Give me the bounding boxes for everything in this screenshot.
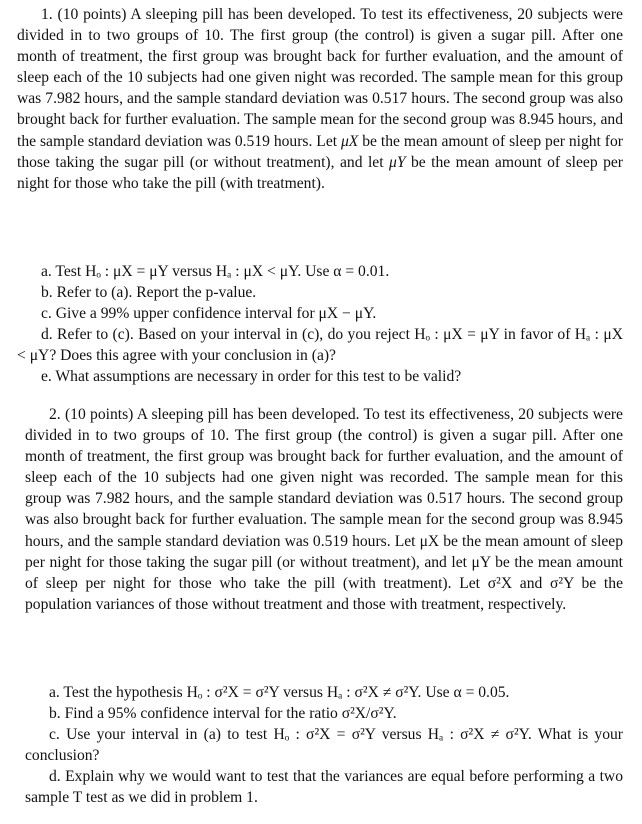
problem-2-number: 2.: [49, 406, 61, 423]
problem-2-text: A sleeping pill has been developed. To test its effectiveness, 20 subjects were divided in to two groups of 10. The first group (the control) is given a sugar pill. After one month of treatment, the first group was brought back for further evaluation, and the amount of sleep each of the 10 subjects had one given night was recorded. The sample mean for this group was 7.982 hours, and the sample standard deviation was 0.517 hours. The second group was also brought back for further evaluation. The sample mean for the second group was 8.945 hours, and the sample standard deviation was 0.519 hours. Let μX be the mean amount of sleep per night for those taking the sugar pill (or without treatment), and let μY be the mean amount of sleep per night for those who take the pill (with treatment). Let σ²X and σ²Y be the population variances of those without treatment and those with treatment, respectively.: [25, 406, 623, 613]
problem-2-parts: [25, 682, 623, 809]
problem-1-mu-y: μY: [389, 153, 406, 171]
problem-2-statement: [25, 404, 623, 615]
problem-1-statement: [17, 4, 623, 194]
problem-1-part-d: d. Refer to (c). Based on your interval in (c), do you reject Hₒ : μX = μY in favor of Hₐ : μX < μY? Does this agree with your conclusion in (a)?: [17, 326, 623, 365]
problem-1: [17, 4, 623, 194]
problem-2-part-d: d. Explain why we would want to test that the variances are equal before performing a two sample T test as we did in problem 1.: [25, 768, 623, 807]
problem-1-text-3: be the mean amount of sleep per night for those who take the pill (with treatment).: [17, 153, 623, 192]
problem-1-number: 1.: [41, 6, 53, 23]
problem-2: [25, 404, 623, 615]
problem-2-part-b: b. Find a 95% confidence interval for the ratio σ²X/σ²Y.: [49, 705, 397, 723]
problem-1-parts: [17, 261, 623, 388]
problem-1-part-c: c. Give a 99% upper confidence interval for μX − μY.: [41, 305, 377, 323]
problem-2-part-c: c. Use your interval in (a) to test Hₒ : σ²X = σ²Y versus Hₐ : σ²X ≠ σ²Y. What is your conclusion?: [25, 726, 623, 765]
problem-2-points: (10 points): [64, 406, 134, 423]
problem-1-part-e: e. What assumptions are necessary in order for this test to be valid?: [41, 368, 462, 386]
problem-1-mu-x: μX: [340, 132, 359, 150]
problem-1-points: (10 points): [57, 6, 127, 23]
problem-1-part-a: a. Test Hₒ : μX = μY versus Hₐ : μX < μY. Use α = 0.01.: [41, 263, 390, 280]
problem-1-text-2: be the mean amount of sleep per night for those taking the sugar pill (or without treatment), and let: [17, 132, 623, 171]
problem-1-part-b: b. Refer to (a). Report the p-value.: [41, 284, 257, 302]
problem-2-part-a: a. Test the hypothesis Hₒ : σ²X = σ²Y versus Hₐ : σ²X ≠ σ²Y. Use α = 0.05.: [49, 684, 510, 701]
problem-1-text-1: A sleeping pill has been developed. To test its effectiveness, 20 subjects were divided in to two groups of 10. The first group (the control) is given a sugar pill. After one month of treatment, the first group was brought back for further evaluation, and the amount of sleep each of the 10 subjects had one given night was recorded. The sample mean for this group was 7.982 hours, and the sample standard deviation was 0.517 hours. The second group was also brought back for further evaluation. The sample mean for the second group was 8.945 hours, and the sample standard deviation was 0.519 hours. Let: [17, 6, 623, 150]
